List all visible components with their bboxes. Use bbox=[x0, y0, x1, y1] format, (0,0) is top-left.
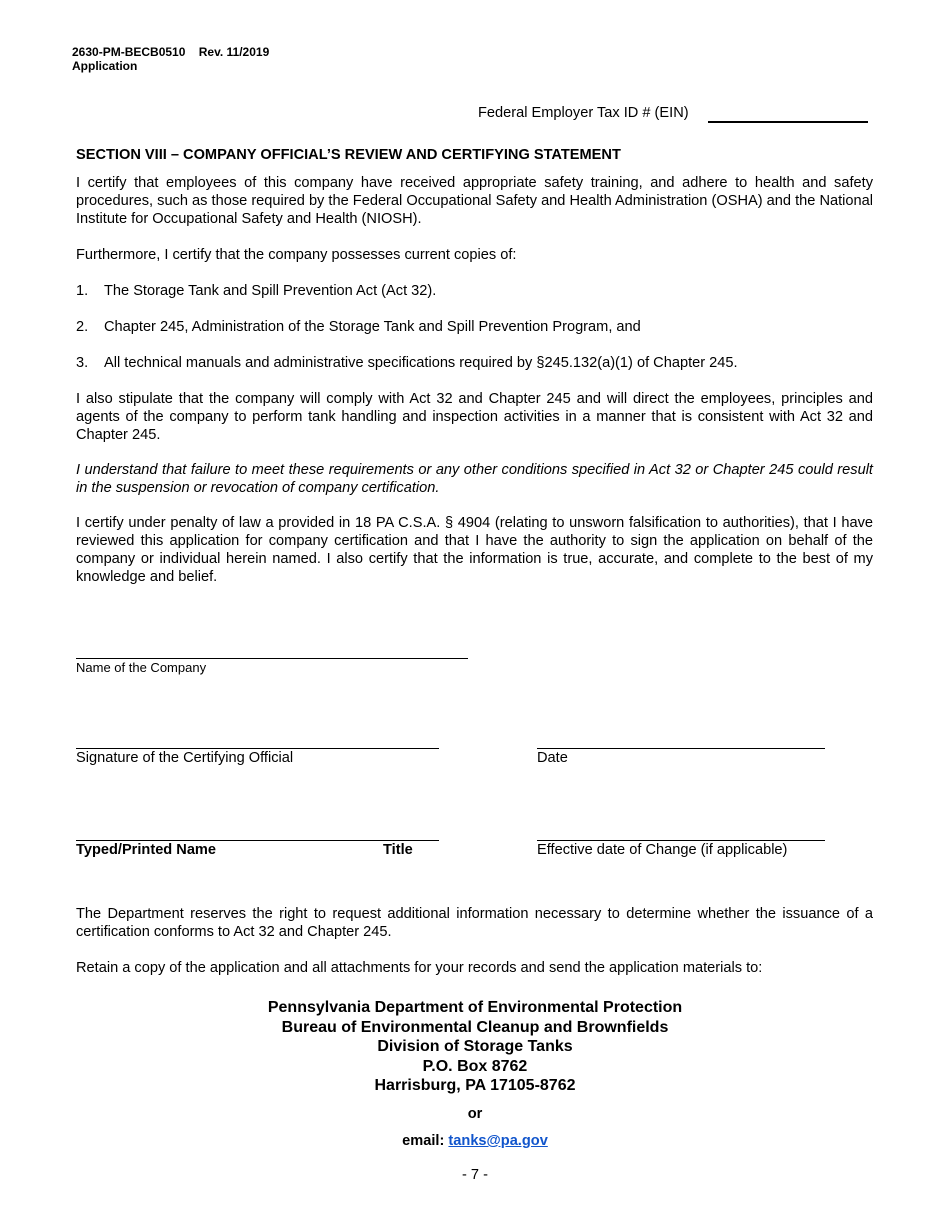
form-header bbox=[72, 45, 269, 73]
list-item-text: The Storage Tank and Spill Prevention Act (Act 32). bbox=[104, 283, 437, 299]
certify-training-paragraph: I certify that employees of this company have received appropriate safety training, and adhere to health and safety procedures, such as those required by the Federal Occupational Safety and Health Administration (OSHA) and the National Institute for Occupational Safety and Health (NIOSH). bbox=[76, 175, 873, 227]
address-line: Division of Storage Tanks bbox=[377, 1038, 573, 1056]
list-item-text: All technical manuals and administrative specifications required by §245.132(a)(1) of Chapter 245. bbox=[104, 355, 738, 371]
date-label: Date bbox=[537, 750, 568, 766]
effective-date-line[interactable] bbox=[537, 840, 825, 841]
email-link[interactable]: tanks@pa.gov bbox=[448, 1133, 548, 1149]
form-revision: Rev. 11/2019 bbox=[198, 45, 270, 59]
ein-input-line[interactable] bbox=[708, 121, 868, 123]
stipulate-paragraph: I also stipulate that the company will comply with Act 32 and Chapter 245 and will direct the employees, principles and agents of the company to perform tank handling and inspection activities in a manner that is consistent with Act 32 and Chapter 245. bbox=[76, 391, 873, 443]
email-line bbox=[0, 1133, 950, 1149]
printed-name-label: Typed/Printed Name bbox=[76, 842, 217, 858]
failure-warning-paragraph: I understand that failure to meet these requirements or any other conditions specified in Act 32 or Chapter 245 could result in the suspension or revocation of company certification. bbox=[76, 462, 873, 496]
address-line: Bureau of Environmental Cleanup and Brownfields bbox=[281, 1018, 669, 1036]
signature-line[interactable] bbox=[76, 748, 439, 749]
form-type: Application bbox=[72, 59, 138, 73]
address-line: P.O. Box 8762 bbox=[422, 1057, 528, 1075]
date-line[interactable] bbox=[537, 748, 825, 749]
list-item-number: 3. bbox=[76, 355, 89, 371]
list-item bbox=[76, 318, 873, 336]
email-label: email: bbox=[402, 1133, 445, 1149]
list-item bbox=[76, 354, 873, 372]
retain-copy-paragraph: Retain a copy of the application and all attachments for your records and send the application materials to: bbox=[76, 960, 763, 976]
page-number: - 7 - bbox=[462, 1167, 488, 1183]
list-item bbox=[76, 282, 873, 300]
penalty-certification-paragraph: I certify under penalty of law a provided in 18 PA C.S.A. § 4904 (relating to unsworn falsification to authorities), that I have reviewed this application for company certification and that I have the authority to sign the application on behalf of the company or individual herein named. I also certify that the information is true, accurate, and complete to the best of my knowledge and belief. bbox=[76, 515, 873, 585]
list-item-text: Chapter 245, Administration of the Storage Tank and Spill Prevention Program, and bbox=[104, 319, 641, 335]
department-rights-paragraph: The Department reserves the right to request additional information necessary to determine whether the issuance of a certification conforms to Act 32 and Chapter 245. bbox=[76, 906, 873, 940]
certify-copies-paragraph: Furthermore, I certify that the company possesses current copies of: bbox=[76, 247, 517, 263]
signature-label: Signature of the Certifying Official bbox=[76, 750, 294, 766]
mailing-address bbox=[0, 998, 950, 1096]
printed-name-title-line[interactable] bbox=[76, 840, 439, 841]
section-title: SECTION VIII – COMPANY OFFICIAL’S REVIEW AND CERTIFYING STATEMENT bbox=[76, 147, 621, 163]
company-name-label: Name of the Company bbox=[76, 660, 207, 675]
ein-label: Federal Employer Tax ID # (EIN) bbox=[478, 105, 689, 121]
list-item-number: 1. bbox=[76, 283, 89, 299]
effective-date-label: Effective date of Change (if applicable) bbox=[537, 842, 788, 858]
title-label: Title bbox=[383, 842, 413, 858]
company-name-line[interactable] bbox=[76, 658, 468, 659]
or-separator: or bbox=[467, 1106, 483, 1122]
form-number: 2630-PM-BECB0510 bbox=[72, 45, 186, 59]
form-id-line bbox=[72, 45, 269, 59]
address-line: Pennsylvania Department of Environmental Protection bbox=[267, 999, 683, 1016]
list-item-number: 2. bbox=[76, 319, 89, 335]
address-line: Harrisburg, PA 17105-8762 bbox=[374, 1077, 576, 1095]
